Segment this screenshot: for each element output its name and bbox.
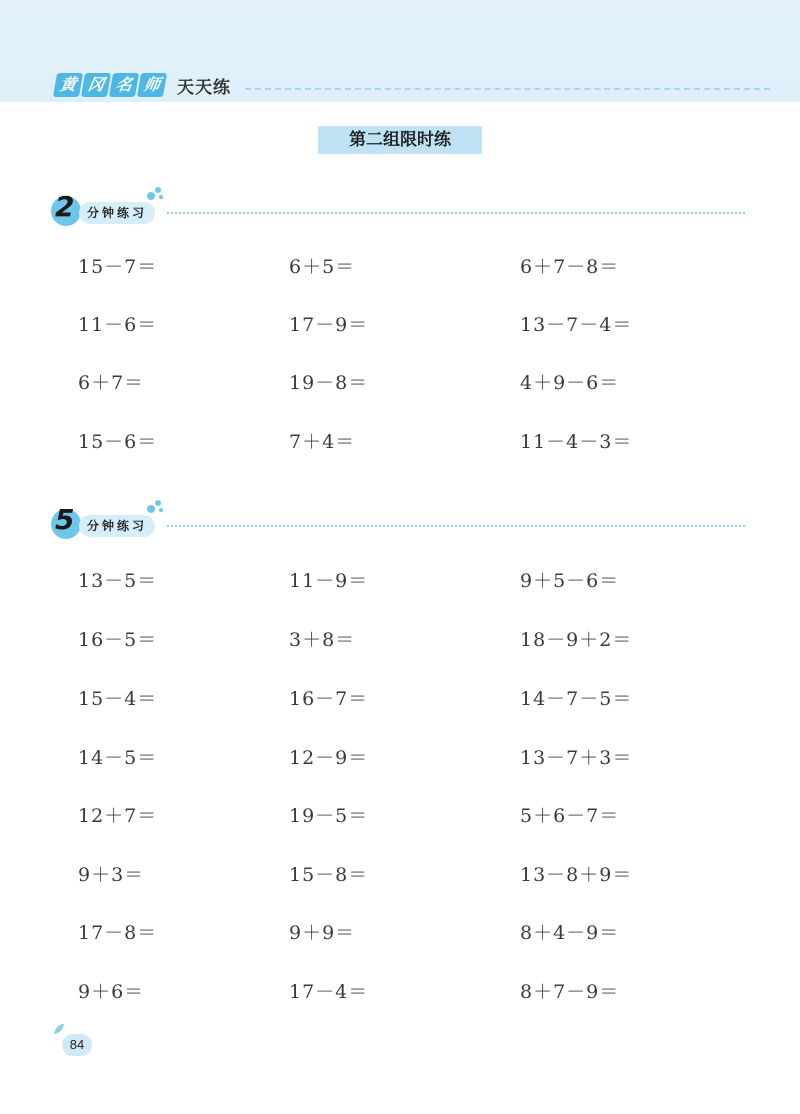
exercise-row [78,684,718,714]
exercise: 14－5＝ [78,747,158,769]
exercise: 15－4＝ [78,688,158,710]
exercise: 11－4－3＝ [520,431,633,453]
exercise-row [78,918,718,948]
section-number: 5 [55,503,75,536]
exercise: 13－7－4＝ [520,314,633,336]
exercise: 17－4＝ [289,981,369,1003]
section-label: 分钟练习 [79,515,155,537]
exercise: 6＋7＝ [78,372,145,394]
exercise: 16－7＝ [289,688,369,710]
section-divider [167,212,745,214]
exercise: 9＋5－6＝ [520,570,620,592]
exercise: 19－5＝ [289,805,369,827]
exercise: 16－5＝ [78,629,158,651]
brand-logo [55,73,165,97]
exercise: 15－6＝ [78,431,158,453]
exercise: 3＋8＝ [289,629,356,651]
exercise: 6＋5＝ [289,256,356,278]
header-subtitle: 天天练 [177,77,231,98]
exercise: 14－7－5＝ [520,688,633,710]
exercise-row [78,743,718,773]
section-header-2min [55,190,755,230]
exercise: 7＋4＝ [289,431,356,453]
exercise: 15－7＝ [78,256,158,278]
exercise: 8＋7－9＝ [520,981,620,1003]
exercise: 9＋9＝ [289,922,356,944]
page-title: 第二组限时练 [318,126,482,154]
exercise: 8＋4－9＝ [520,922,620,944]
brand-char: 黄 [53,73,83,97]
exercise: 12＋7＝ [78,805,158,827]
exercise: 4＋9－6＝ [520,372,620,394]
exercise-row [78,368,718,398]
exercise-row [78,977,718,1007]
exercise: 13－7＋3＝ [520,747,633,769]
header [55,68,231,102]
brand-char: 冈 [81,73,111,97]
section-label: 分钟练习 [79,202,155,224]
brand-char: 师 [137,73,167,97]
exercise-row [78,625,718,655]
exercise-row [78,566,718,596]
exercise-row [78,860,718,890]
exercise: 11－9＝ [289,570,369,592]
page-number: 84 [62,1034,92,1056]
section-divider [167,525,745,527]
exercise: 9＋6＝ [78,981,145,1003]
exercise: 9＋3＝ [78,864,145,886]
exercise: 13－8＋9＝ [520,864,633,886]
exercise-row [78,801,718,831]
exercise: 17－9＝ [289,314,369,336]
exercise-row [78,310,718,340]
brand-char: 名 [109,73,139,97]
splash-icon [145,497,165,515]
exercise: 17－8＝ [78,922,158,944]
exercise: 19－8＝ [289,372,369,394]
exercise: 6＋7－8＝ [520,256,620,278]
section-number: 2 [55,190,75,223]
header-divider [245,88,770,90]
exercise-row [78,252,718,282]
exercise: 5＋6－7＝ [520,805,620,827]
leaf-icon [52,1022,66,1036]
splash-icon [145,184,165,202]
exercise: 15－8＝ [289,864,369,886]
exercise: 18－9＋2＝ [520,629,633,651]
exercise: 13－5＝ [78,570,158,592]
exercise: 11－6＝ [78,314,158,336]
section-header-5min [55,503,755,543]
exercise-row [78,427,718,457]
exercise: 12－9＝ [289,747,369,769]
